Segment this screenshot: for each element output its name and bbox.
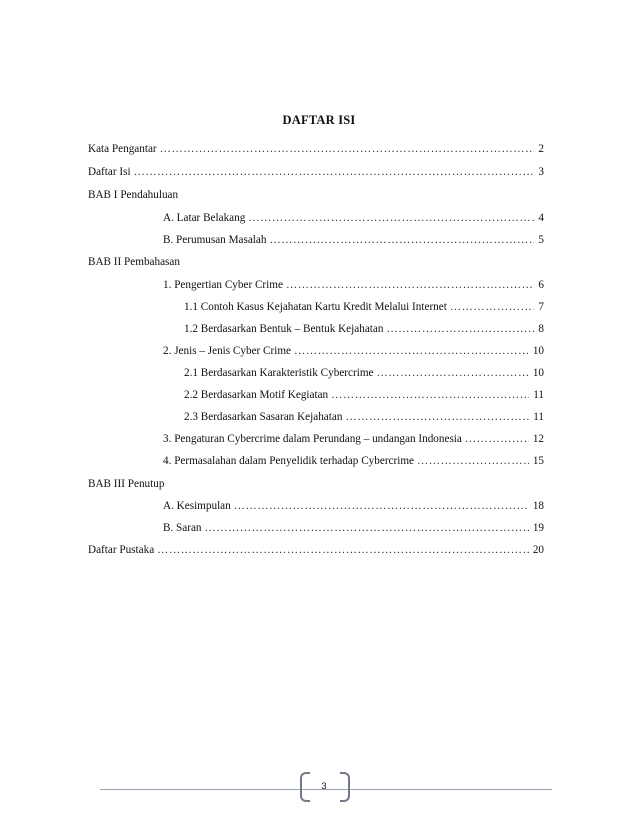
dot-leader	[157, 544, 529, 556]
dot-leader	[234, 500, 529, 512]
toc-entry-label: 4. Permasalahan dalam Penyelidik terhadap Cybercrime	[163, 455, 415, 467]
toc-entry-label: 2.1 Berdasarkan Karakteristik Cybercrime	[184, 367, 374, 379]
toc-entry-label: 2. Jenis – Jenis Cyber Crime	[163, 345, 292, 357]
toc-entry-label: 2.3 Berdasarkan Sasaran Kejahatan	[184, 411, 343, 423]
toc-page-number: 2	[538, 143, 544, 155]
toc-chapter-heading: BAB III Penutup	[88, 478, 165, 490]
toc-page-number: 10	[532, 345, 544, 357]
toc-chapter-heading: BAB II Pembahasan	[88, 256, 180, 268]
toc-page-number: 8	[538, 323, 544, 335]
dot-leader	[377, 367, 529, 379]
toc-entry-label: Daftar Pustaka	[88, 544, 155, 556]
dot-leader	[345, 411, 529, 423]
toc-page-number: 15	[532, 455, 544, 467]
toc-page-number: 7	[538, 301, 544, 313]
toc-entry-permasalahan	[163, 455, 544, 471]
toc-entry-label: 1. Pengertian Cyber Crime	[163, 279, 283, 291]
toc-entry-daftar-isi	[88, 166, 544, 182]
dot-leader	[205, 522, 529, 534]
toc-entry-label: 1.1 Contoh Kasus Kejahatan Kartu Kredit Melalui Internet	[184, 301, 447, 313]
toc-page-number: 11	[533, 389, 544, 401]
toc-page-number: 11	[533, 411, 544, 423]
toc-entry-label: Kata Pengantar	[88, 143, 157, 155]
toc-entry-label: A. Kesimpulan	[163, 500, 231, 512]
footer-page-number: 3	[321, 781, 327, 792]
toc-entry-saran	[163, 522, 544, 538]
toc-entry-daftar-pustaka	[88, 544, 544, 560]
dot-leader	[417, 455, 529, 467]
toc-entry-sasaran-kejahatan	[184, 411, 544, 427]
dot-leader	[465, 433, 529, 445]
toc-entry-motif-kegiatan	[184, 389, 544, 405]
toc-entry-bentuk-kejahatan	[184, 323, 544, 339]
toc-page-number: 19	[532, 522, 544, 534]
dot-leader	[269, 234, 534, 246]
toc-entry-contoh-kasus	[184, 301, 544, 317]
toc-entry-jenis-cyber-crime	[163, 345, 544, 361]
toc-page-number: 10	[532, 367, 544, 379]
dot-leader	[386, 323, 534, 335]
toc-page-number: 5	[538, 234, 544, 246]
toc-entry-pengertian	[163, 279, 544, 295]
toc-entry-label: 2.2 Berdasarkan Motif Kegiatan	[184, 389, 329, 401]
toc-entry-label: 1.2 Berdasarkan Bentuk – Bentuk Kejahatan	[184, 323, 384, 335]
toc-entry-label: B. Saran	[163, 522, 202, 534]
dot-leader	[286, 279, 534, 291]
toc-entry-label: 3. Pengaturan Cybercrime dalam Perundang – undangan Indonesia	[163, 433, 462, 445]
toc-page-number: 4	[538, 212, 544, 224]
toc-entry-perumusan-masalah	[163, 234, 544, 250]
toc-page-number: 3	[538, 166, 544, 178]
toc-entry-pengaturan	[163, 433, 544, 449]
dot-leader	[160, 143, 535, 155]
toc-chapter-heading: BAB I Pendahuluan	[88, 189, 179, 201]
toc-page-number: 18	[532, 500, 544, 512]
toc-entry-kata-pengantar	[88, 143, 544, 159]
toc-page-number: 20	[532, 544, 544, 556]
toc-entry-latar-belakang	[163, 212, 544, 228]
dot-leader	[248, 212, 534, 224]
toc-entry-label: B. Perumusan Masalah	[163, 234, 267, 246]
toc-entry-karakteristik	[184, 367, 544, 383]
toc-page-number: 12	[532, 433, 544, 445]
dot-leader	[331, 389, 529, 401]
toc-entry-label: A. Latar Belakang	[163, 212, 246, 224]
dot-leader	[134, 166, 535, 178]
toc-entry-label: Daftar Isi	[88, 166, 131, 178]
dot-leader	[450, 301, 535, 313]
footer-bracket-right	[340, 772, 350, 802]
toc-page-number: 6	[538, 279, 544, 291]
toc-entry-kesimpulan	[163, 500, 544, 516]
dot-leader	[294, 345, 529, 357]
page-title: DAFTAR ISI	[282, 113, 356, 127]
